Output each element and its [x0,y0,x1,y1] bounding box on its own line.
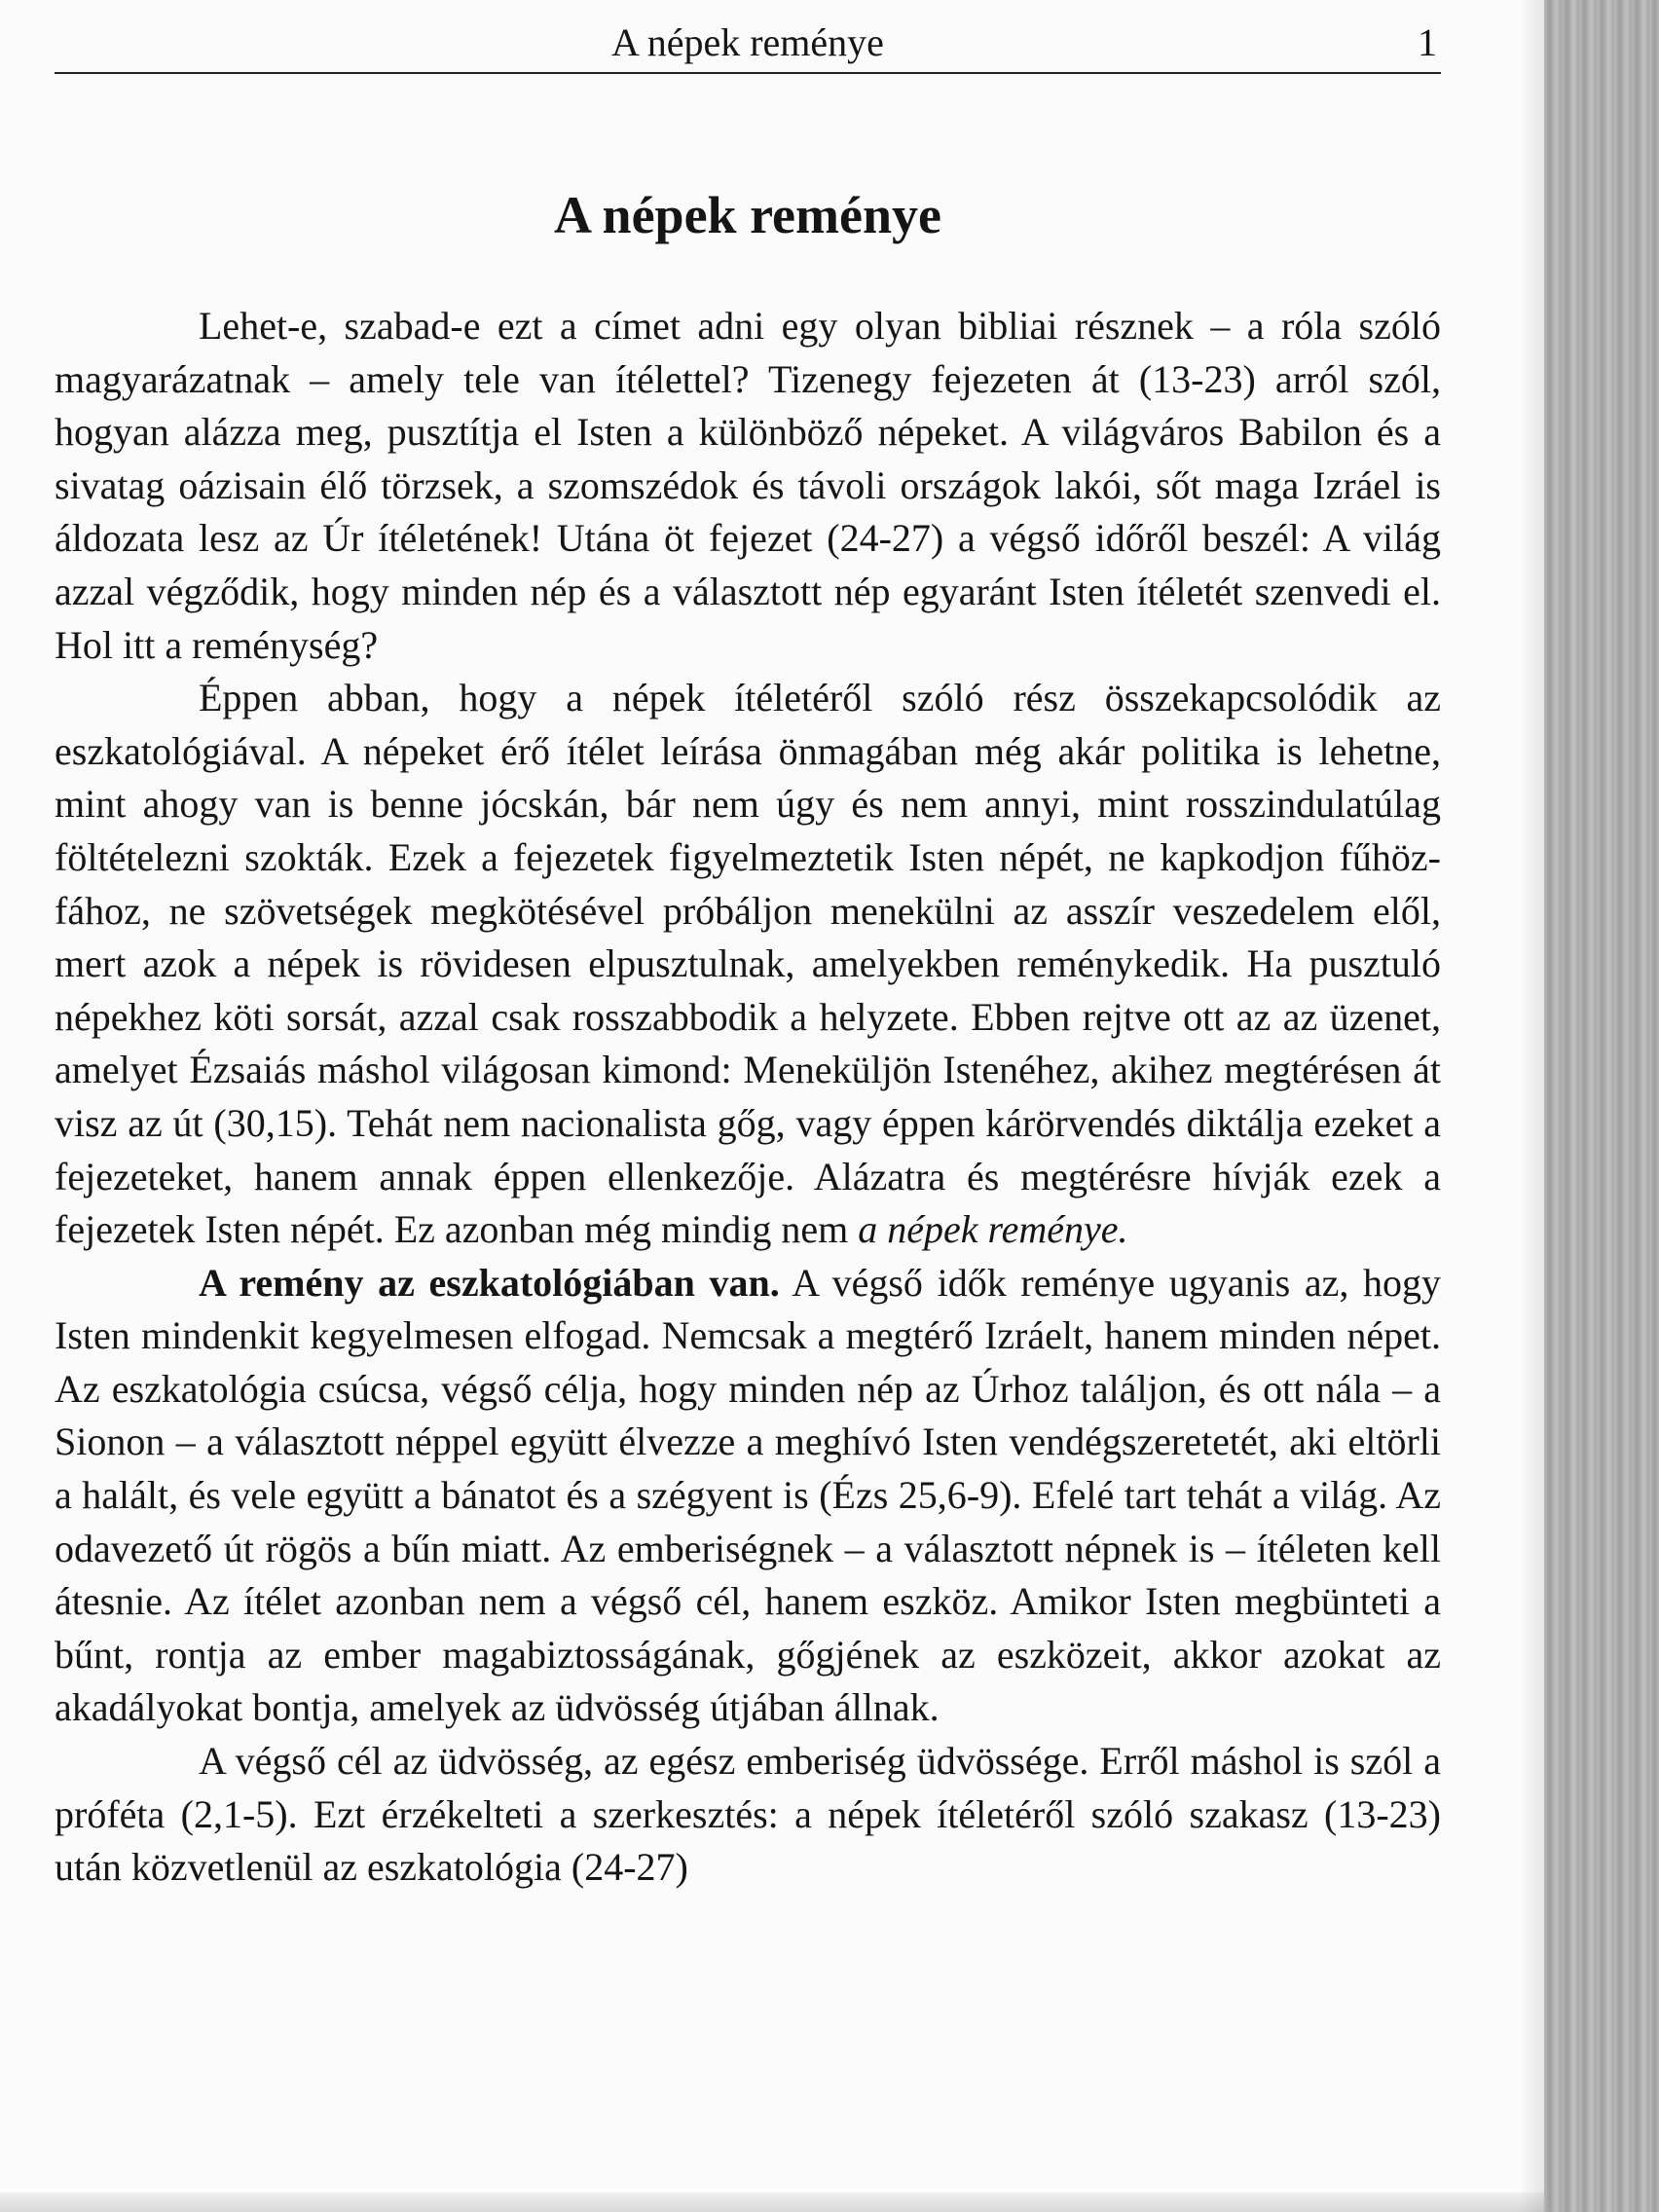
page-number: 1 [1418,20,1437,64]
paragraph-2 [55,672,1441,1257]
paragraph-2-italic-phrase: a népek reménye. [858,1207,1128,1252]
paragraph-3-text: A végső idők reménye ugyanis az, hogy Isten mindenkit kegyelmesen elfogad. Nemcsak a megtérő Izráelt, hanem minden népet. Az eszkatológia csúcsa, végső célja, hogy minden nép az Úrhoz találjon, és ott nála – a Sionon – a választott néppel együtt élvezze a meghívó Isten vendégszeretetét, aki eltörli a halált, és vele együtt a bánatot és a szégyent is (Ézs 25,6-9). Efelé tart tehát a világ. Az odavezető út rögös a bűn miatt. Az emberiségnek – a választott népnek is – ítéleten kell átesnie. Az ítélet azonban nem a végső cél, hanem eszköz. Amikor Isten megbünteti a bűnt, rontja az ember magabiztosságának, gőgjének az eszközeit, akkor azokat az akadályokat bontja, amelyek az üdvösség útjában állnak. [55,1260,1441,1730]
paragraph-3-bold-lead: A remény az eszkatológiában van. [199,1260,780,1305]
running-header [55,18,1441,74]
paragraph-1: Lehet-e, szabad-e ezt a címet adni egy olyan bibliai résznek – a róla szóló magyarázatnak – amely tele van ítélettel? Tizenegy fejezeten át (13-23) arról szól, hogyan alázza meg, pusztítja el Isten a különböző népeket. A világváros Babilon és a sivatag oázisain élő törzsek, a szomszédok és távoli országok lakói, sőt maga Izráel is áldozata lesz az Úr ítéletének! Utána öt fejezet (24-27) a végső időről beszél: A világ azzal végződik, hogy minden nép és a választott nép egyaránt Isten ítéletét szenvedi el. Hol itt a reménység? [55,304,1441,667]
stacked-pages-edge [1544,0,1659,2212]
chapter-title: A népek reménye [554,186,941,244]
body-text [55,300,1441,1895]
running-title: A népek reménye [611,20,884,64]
paragraph-3 [55,1257,1441,1735]
paragraph-4: A végső cél az üdvösség, az egész emberiség üdvössége. Erről máshol is szól a próféta (2,1-5). Ezt érzékelteti a szerkesztés: a népek ítéletéről szóló szakasz (13-23) után közvetlenül az eszkatológia (24-27) [55,1739,1441,1890]
bottom-edge [0,2193,1544,2212]
paragraph-2-text: Éppen abban, hogy a népek ítéletéről szóló rész összekapcsolódik az eszkatológiával. A népeket érő ítélet leírása önmagában még akár politika is lehetne, mint ahogy van is benne jócskán, bár nem úgy és nem annyi, mint rosszindulatúlag föltételezni szokták. Ezek a fejezetek figyelmeztetik Isten népét, ne kapkodjon fűhöz-fához, ne szövetségek megkötésével próbáljon menekülni az asszír veszedelem elől, mert azok a népek is rövidesen elpusztulnak, amelyekben reménykedik. Ha pusztuló népekhez köti sorsát, azzal csak rosszabbodik a helyzete. Ebben rejtve ott az az üzenet, amelyet Ézsaiás máshol világosan kimond: Meneküljön Istenéhez, akihez megtérésen át visz az út (30,15). Tehát nem nacionalista gőg, vagy éppen kárörvendés diktálja ezeket a fejezeteket, hanem annak éppen ellenkezője. Alázatra és megtérésre hívják ezek a fejezetek Isten népét. Ez azonban még mindig nem [55,676,1441,1252]
